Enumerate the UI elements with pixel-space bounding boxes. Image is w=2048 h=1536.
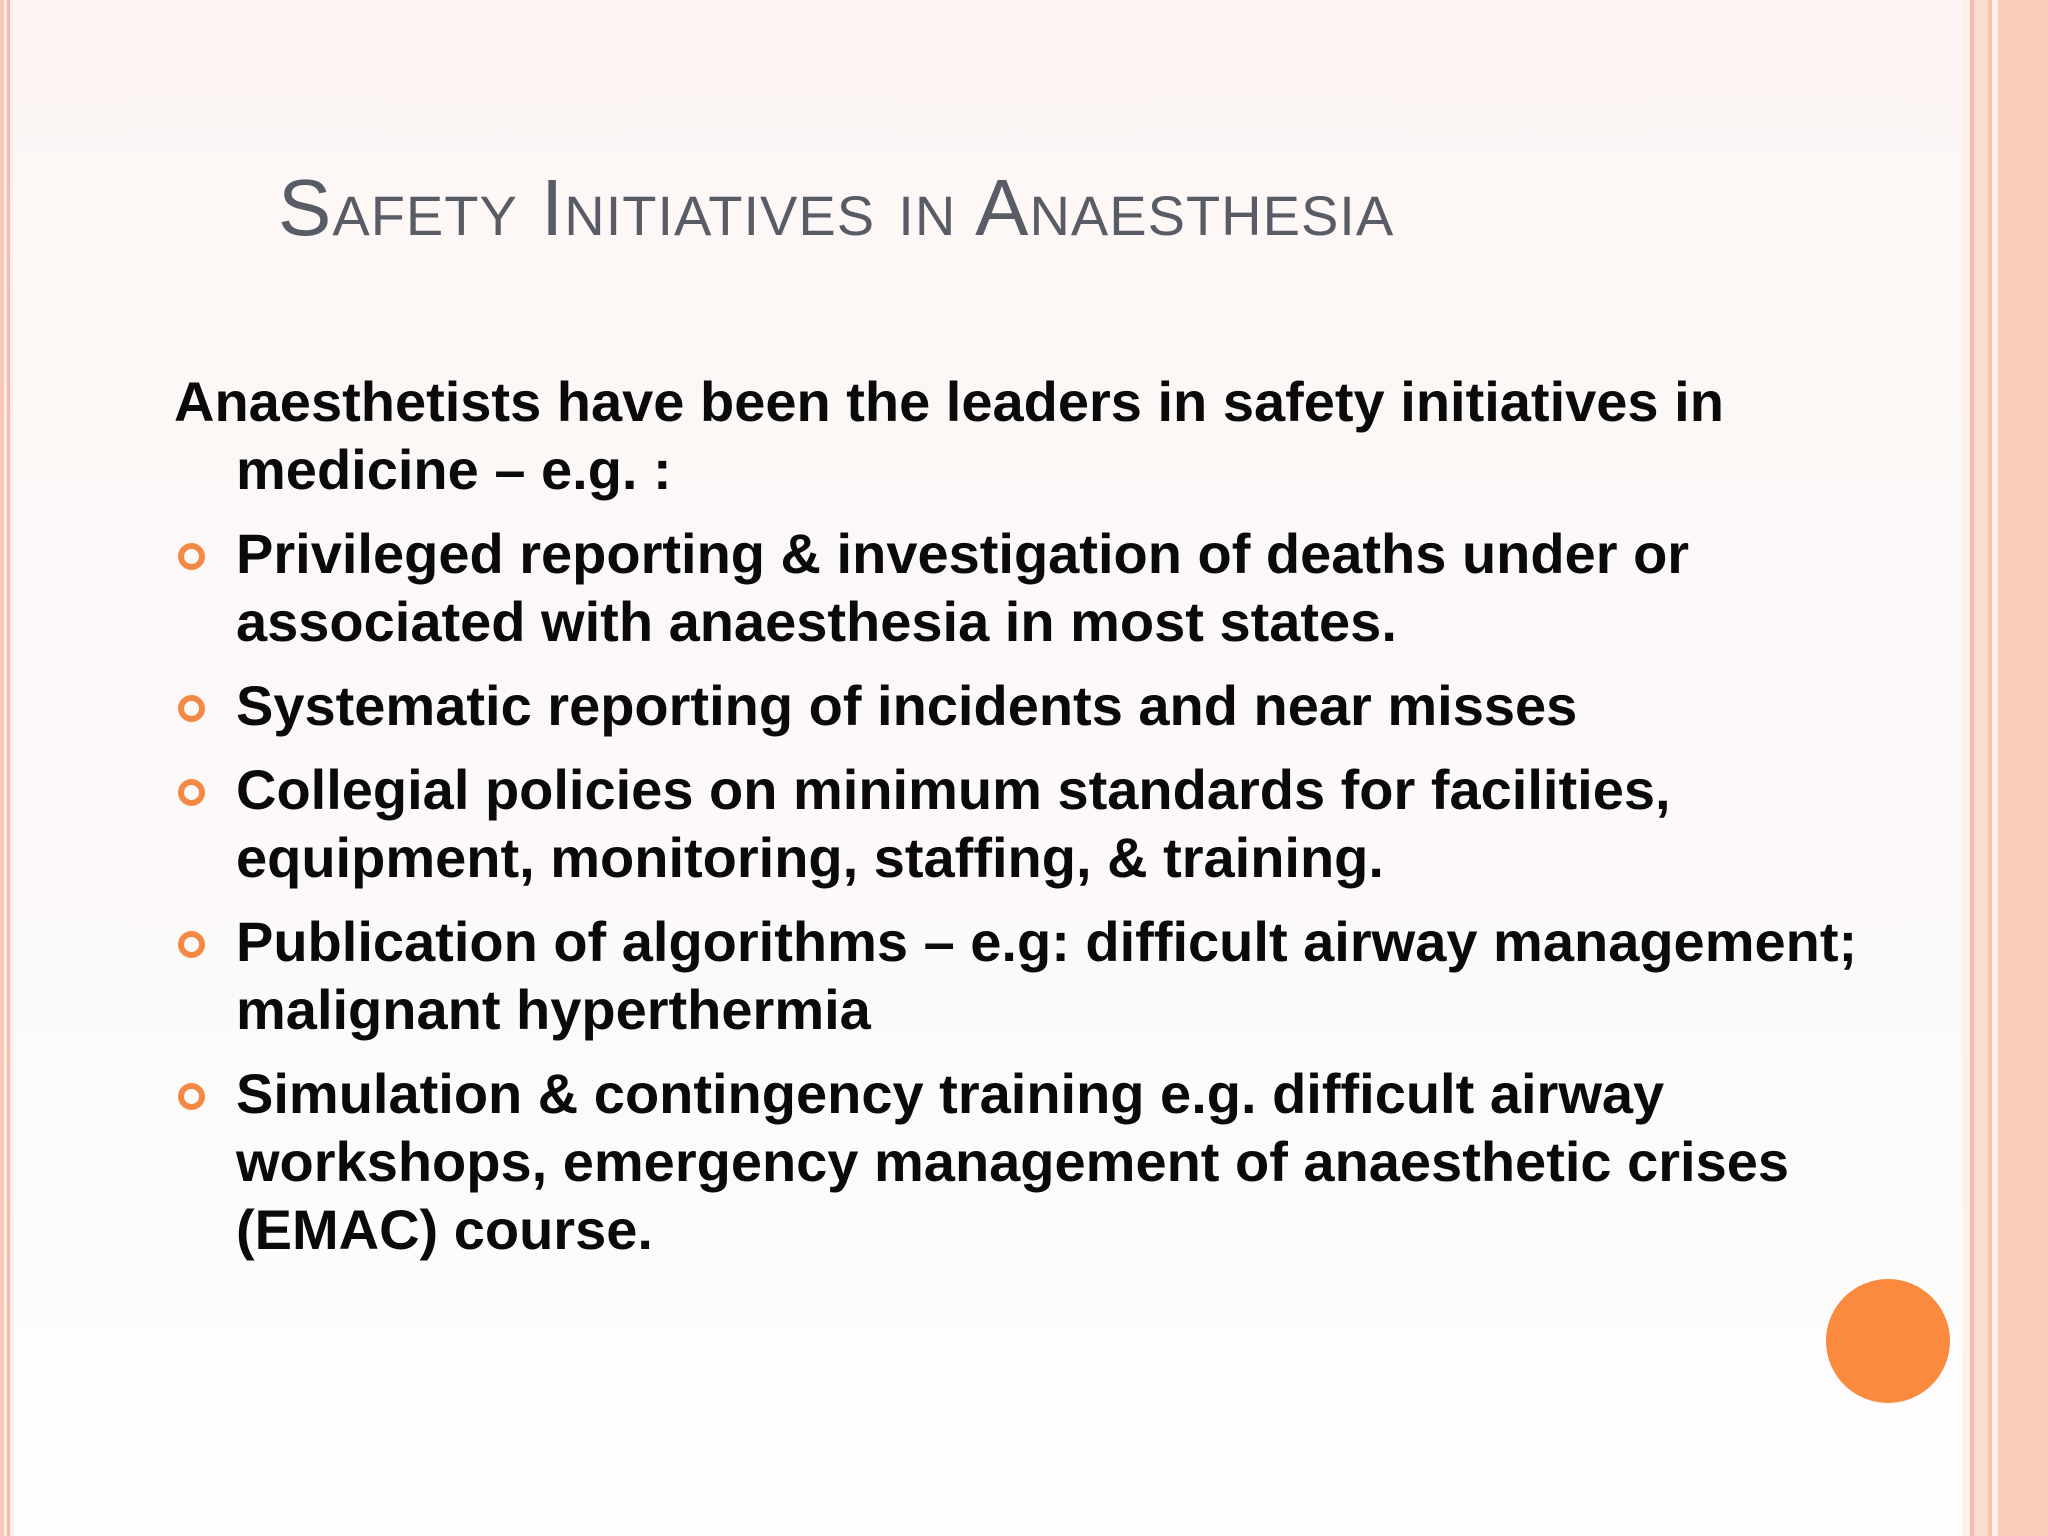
bullet-item (174, 756, 1894, 892)
right-border-decoration (1962, 0, 2048, 1536)
ring-bullet-icon (178, 779, 205, 806)
bullet-item (174, 520, 1894, 656)
bullet-text: Systematic reporting of incidents and near misses (236, 674, 1578, 737)
bullet-item (174, 1060, 1894, 1264)
ring-bullet-icon (178, 695, 205, 722)
orange-circle-decoration (1826, 1279, 1950, 1403)
bullet-text: Privileged reporting & investigation of deaths under or associated with anaesthesia in most states. (236, 522, 1690, 653)
slide-content (174, 368, 1894, 1280)
bullet-list (174, 520, 1894, 1264)
ring-bullet-icon (178, 1083, 205, 1110)
ring-bullet-icon (178, 931, 205, 958)
intro-text: Anaesthetists have been the leaders in safety initiatives in medicine – e.g. : (174, 370, 1724, 501)
bullet-item (174, 672, 1894, 740)
bullet-item (174, 908, 1894, 1044)
bullet-text: Simulation & contingency training e.g. difficult airway workshops, emergency management of anaesthetic crises (EMAC) course. (236, 1062, 1790, 1261)
left-border-decoration (0, 0, 14, 1536)
bullet-text: Collegial policies on minimum standards for facilities, equipment, monitoring, staffing, & training. (236, 758, 1671, 889)
slide-title: Safety Initiatives in Anaesthesia (278, 163, 1395, 252)
ring-bullet-icon (178, 543, 205, 570)
bullet-text: Publication of algorithms – e.g: difficult airway management; malignant hyperthermia (236, 910, 1858, 1041)
